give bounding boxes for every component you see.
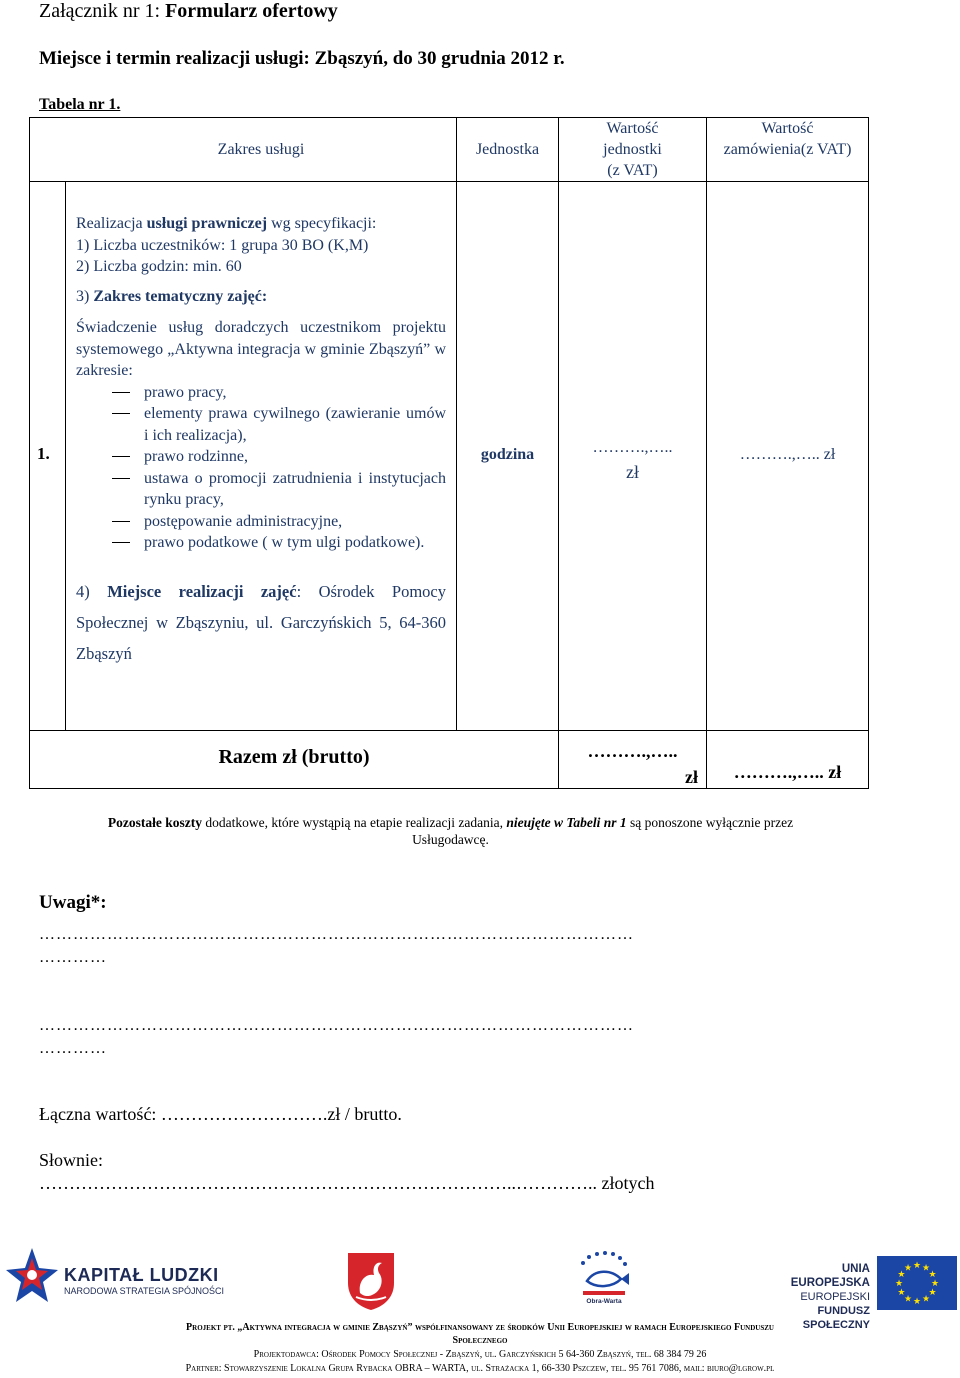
row-number: 1. xyxy=(37,444,50,463)
unit-price-placeholder: ……….,….. zł xyxy=(592,439,673,482)
eu-star-icon: ★ xyxy=(928,1269,937,1279)
total-unit-placeholder: ……….,….. zł xyxy=(587,741,698,787)
topic-item: postępowanie administracyjne, xyxy=(76,511,446,533)
topic-item: elementy prawa cywilnego (zawieranie umów i ich realizacja), xyxy=(76,403,446,446)
footer-partner: Partner: Stowarzyszenie Lokalna Grupa Rybacka OBRA – WARTA, ul. Strażacka 1, 66-330 Pszczew, tel. 95 761 7086, mail: biuro@lgrow.pl xyxy=(185,1363,775,1374)
zbaszyn-coat-of-arms-icon xyxy=(346,1251,396,1311)
header-scope: Zakres usługi xyxy=(217,141,305,158)
additional-costs-note: Pozostałe koszty dodatkowe, które wystąpią na etapie realizacji zadania, nieujęte w Tabeli nr 1 są ponoszone wyłącznie przez Usługodawcę. xyxy=(107,815,794,847)
eu-star-icon: ★ xyxy=(912,1260,922,1270)
header-order-value: Wartość zamówienia(z VAT) xyxy=(723,120,852,158)
total-order-placeholder: ……….,….. zł xyxy=(733,762,842,782)
in-words-label: Słownie: xyxy=(39,1150,104,1170)
service-description: Realizacja usługi prawniczej wg specyfikacji: 1) Liczba uczestników: 1 grupa 30 BO (K,M) 2) Liczba godzin: min. 60 3) Zakres tematyczny zajęć: Świadczenie usług doradczych uczestnikom projektu systemowego „Aktywna integracja w gminie Zbąszyń” w zakresie: prawo pracy, elementy prawa cywilnego (zawieranie umów i ich realizacja), prawo rodzinne, ustawa o promocji zatrudnienia i instytucjach rynku pracy, postępowanie administracyjne, prawo podatkowe ( w tym ulgi podatkowe). 4) Miejsce realizacji zajęć: Ośrodek Pomocy Społecznej w Zbąszyniu, ul. Garczyńskich 5, 64-360 Zbąszyń xyxy=(76,215,446,663)
eu-star-icon: ★ xyxy=(921,1293,931,1304)
eu-flag-icon xyxy=(877,1256,957,1310)
unit-value: godzina xyxy=(480,446,535,463)
remarks-line: ………… xyxy=(39,1040,107,1057)
remarks-line: …………………………………………………………………………………………… xyxy=(39,926,634,943)
footer-project-line: Projekt pt. „Aktywna integracja w gminie Zbąszyń” współfinansowany ze środków Unii Europejskiej w ramach Europejskiego Funduszu xyxy=(186,1322,774,1333)
header-unit-value: Wartość jednostki (z VAT) xyxy=(603,120,662,179)
eu-star-icon: ★ xyxy=(903,1293,913,1304)
eu-star-icon: ★ xyxy=(897,1269,906,1279)
order-value-placeholder: ……….,….. zł xyxy=(739,446,836,463)
topic-item: ustawa o promocji zatrudnienia i instytucjach rynku pracy, xyxy=(76,468,446,511)
kapital-ludzki-logo: KAPITAŁ LUDZKI NARODOWA STRATEGIA SPÓJNOŚCI xyxy=(6,1246,226,1312)
total-value-line: Łączna wartość: ……………………….zł / brutto. xyxy=(39,1104,402,1124)
document-title: Załącznik nr 1: Formularz ofertowy xyxy=(39,0,338,22)
eu-star-icon: ★ xyxy=(930,1278,940,1288)
eu-star-icon: ★ xyxy=(921,1262,931,1273)
topic-item: prawo rodzinne, xyxy=(76,446,446,468)
table-reference: Tabela nr 1. xyxy=(39,96,121,113)
place-and-deadline: Miejsce i termin realizacji usługi: Zbąszyń, do 30 grudnia 2012 r. xyxy=(39,48,565,69)
kapital-ludzki-star-icon xyxy=(6,1246,58,1312)
remarks-line: ………… xyxy=(39,949,107,966)
topic-item: prawo podatkowe ( w tym ulgi podatkowe). xyxy=(76,532,446,554)
lgr-obra-warta-logo: Obra-Warta xyxy=(573,1251,635,1309)
eu-star-icon: ★ xyxy=(912,1296,922,1306)
in-words-line: ……………………………………………………………………..………….. złotych xyxy=(39,1173,655,1193)
eu-star-icon: ★ xyxy=(928,1287,937,1297)
header-unit: Jednostka xyxy=(475,141,540,158)
eu-star-icon: ★ xyxy=(894,1278,904,1288)
eu-social-fund-text: UNIA EUROPEJSKA EUROPEJSKI FUNDUSZ SPOŁECZNY xyxy=(790,1263,870,1331)
remarks-line: …………………………………………………………………………………………… xyxy=(39,1017,634,1034)
fish-star-icon xyxy=(573,1251,635,1297)
footer-project-line-2: Społecznego xyxy=(452,1335,508,1346)
footer-applicant: Projektodawca: Ośrodek Pomocy Społecznej - Zbąszyń, ul. Garczyńskich 5 64-360 Zbąszyń, tel. 68 384 79 26 xyxy=(253,1349,707,1360)
eu-star-icon: ★ xyxy=(903,1262,913,1273)
remarks-label: Uwagi*: xyxy=(39,892,107,913)
topic-item: prawo pracy, xyxy=(76,382,446,404)
total-label: Razem zł (brutto) xyxy=(218,746,370,768)
eu-star-icon: ★ xyxy=(897,1287,906,1297)
